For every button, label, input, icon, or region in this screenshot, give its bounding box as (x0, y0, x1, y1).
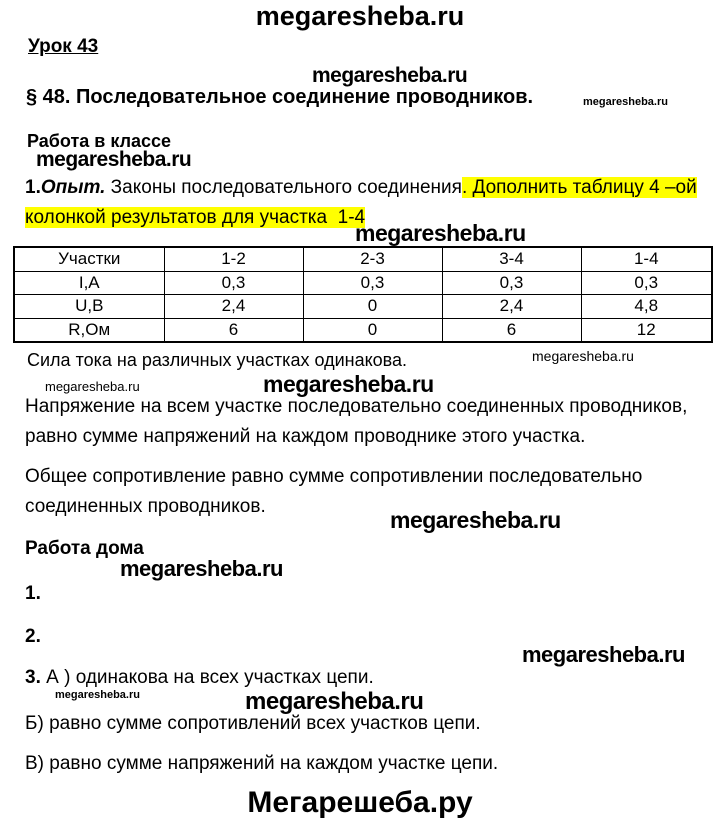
watermark-below-homework: megaresheba.ru (120, 556, 283, 581)
watermark-above-table: megaresheba.ru (355, 220, 526, 246)
conclusion-resistance-line2: соединенных проводников. (25, 496, 266, 517)
table-cell: 12 (581, 318, 712, 342)
watermark-small-left: megaresheba.ru (45, 379, 140, 394)
table-cell: 0,3 (164, 271, 303, 295)
table-cell: 0,3 (581, 271, 712, 295)
watermark-below-classwork: megaresheba.ru (36, 148, 192, 171)
homework-item-b: Б) равно сумме сопротивлений всех участков цепи. (25, 713, 481, 734)
conclusion-current: Сила тока на различных участках одинакова. (27, 350, 408, 370)
table-cell: 1-2 (164, 247, 303, 271)
homework-item-1: 1. (25, 583, 41, 604)
watermark-center-mid: megaresheba.ru (263, 371, 434, 397)
experiment-label: Опыт. (40, 177, 106, 198)
table-cell: 6 (164, 318, 303, 342)
watermark-small-below-item3: megaresheba.ru (55, 689, 140, 701)
watermark-center-below-item3: megaresheba.ru (245, 688, 424, 715)
table-cell: 1-4 (581, 247, 712, 271)
experiment-highlight-2: колонкой результатов для участка 1-4 (25, 207, 366, 228)
table-cell: 6 (442, 318, 581, 342)
table-cell: 2,4 (442, 295, 581, 319)
watermark-top-center: megaresheba.ru (255, 1, 465, 31)
table-cell: 2-3 (303, 247, 442, 271)
footer-site-title: Мегарешеба.ру (247, 786, 473, 819)
experiment-line2 (25, 207, 365, 229)
table-row-header (14, 247, 712, 271)
table-cell: 2,4 (164, 295, 303, 319)
table-cell: 0,3 (442, 271, 581, 295)
homework-item-3-number: 3. (25, 667, 41, 688)
experiment-text: Законы последовательного соединения (105, 177, 462, 198)
table-row-resistance (14, 318, 712, 342)
homework-item-2: 2. (25, 626, 41, 647)
conclusion-resistance-line1: Общее сопротивление равно сумме сопротивлении последовательно (25, 466, 643, 487)
watermark-right-homework: megaresheba.ru (522, 642, 685, 667)
experiment-line1 (25, 177, 697, 199)
conclusion-voltage-line1: Напряжение на всем участке последовательно соединенных проводников, (25, 396, 688, 417)
table-row-voltage (14, 295, 712, 319)
watermark-heading-right: megaresheba.ru (583, 96, 668, 108)
section-heading: § 48. Последовательное соединение проводников. (26, 86, 534, 108)
watermark-right-of-current: megaresheba.ru (532, 348, 634, 364)
classwork-heading: Работа в классе (27, 131, 172, 151)
table-cell: 3-4 (442, 247, 581, 271)
results-table (13, 246, 713, 343)
experiment-number: 1. (25, 177, 41, 198)
table-row-current (14, 271, 712, 295)
watermark-above-heading: megaresheba.ru (312, 64, 468, 87)
watermark-after-resistance: megaresheba.ru (390, 507, 561, 533)
table-cell: R,Ом (14, 318, 164, 342)
table-cell: Участки (14, 247, 164, 271)
homework-item-3-text: А ) одинакова на всех участках цепи. (40, 667, 374, 688)
table-cell: 0 (303, 318, 442, 342)
experiment-highlight-1: . Дополнить таблицу 4 –ой (461, 177, 697, 198)
table-cell: 4,8 (581, 295, 712, 319)
homework-heading: Работа дома (25, 538, 144, 559)
table-cell: 0,3 (303, 271, 442, 295)
homework-item-3 (25, 667, 374, 689)
lesson-title: Урок 43 (28, 36, 99, 57)
table-cell: U,В (14, 295, 164, 319)
homework-item-v: В) равно сумме напряжений на каждом участке цепи. (25, 753, 499, 774)
conclusion-voltage-line2: равно сумме напряжений на каждом проводнике этого участка. (25, 426, 586, 447)
table-cell: I,А (14, 271, 164, 295)
table-cell: 0 (303, 295, 442, 319)
